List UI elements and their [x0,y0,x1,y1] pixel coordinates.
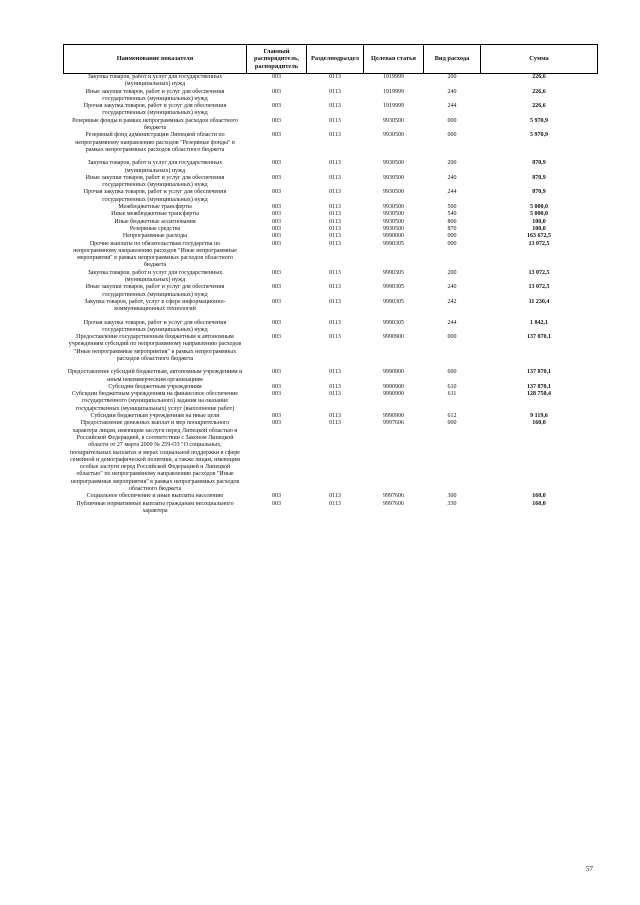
row-manager-code: 003 [272,211,281,218]
row-article-code: 9930500 [383,189,404,196]
row-sum: 137 870,1 [527,334,551,341]
row-article-code: 9930500 [383,225,404,232]
row-manager-code: 003 [272,269,281,276]
row-article-code: 9990305 [383,269,404,276]
table-row [64,233,598,240]
row-manager-code: 003 [272,160,281,167]
row-article-code: 9930500 [383,204,404,211]
row-expense-type: 000 [447,233,457,240]
header-name: Наименование показателя [64,45,247,74]
header-article: Целевая статья [364,45,424,74]
row-article-code: 9930500 [383,218,404,225]
row-section-code: 0113 [329,500,341,507]
row-name: Предоставление субсидий бюджетным, автономным учреждениям и иным некоммерческим организациям [67,369,243,383]
table-row [64,132,598,154]
row-sum: 870,9 [532,160,546,167]
table-row [64,391,598,413]
row-sum: 13 072,5 [528,269,550,276]
row-sum: 9 119,6 [530,413,548,420]
row-name: Прочая закупка товаров, работ и услуг для обеспечения государственных (муниципальных) нужд [83,319,227,333]
row-manager-code: 003 [272,218,281,225]
row-manager-code: 003 [272,189,281,196]
row-name: Публичные нормативные выплаты гражданам несоциального характера [76,500,234,514]
row-section-code: 0113 [329,174,341,181]
table-row [64,413,598,420]
header-sum: Сумма [481,45,598,74]
budget-table [63,44,598,515]
row-sum: 5 000,0 [530,204,548,211]
row-expense-type: 242 [447,298,457,305]
row-section-code: 0113 [329,413,341,420]
row-section-code: 0113 [329,117,341,124]
row-expense-type: 000 [447,334,457,341]
row-section-code: 0113 [329,284,341,291]
row-sum: 5 970,9 [530,132,548,139]
row-sum: 870,9 [532,174,546,181]
row-manager-code: 003 [272,103,281,110]
row-article-code: 9930500 [383,160,404,167]
row-manager-code: 003 [272,132,281,139]
row-sum: 226,6 [532,103,546,110]
row-section-code: 0113 [329,74,341,80]
row-article-code: 9990900 [383,369,404,376]
row-name: Непрограммные расходы [122,233,188,240]
table-row [64,320,598,335]
row-sum: 128 750,4 [527,391,551,398]
row-expense-type: 000 [447,117,457,124]
row-expense-type: 611 [447,391,457,398]
table-row [64,219,598,226]
row-expense-type: 300 [447,493,457,500]
row-sum: 5 970,9 [530,117,548,124]
row-name: Субсидии бюджетным учреждениям [108,383,202,390]
row-name: Закупка товаров, работ и услуг для государственных (муниципальных) нужд [87,269,223,284]
row-name: Предоставление денежных выплат и мер поощрительного характера лицам, имеющим заслуги перед Липецкой областью и Российской Федерацией, в соответствии с Законом Липецкой области от 27 марта 2009 № 259-ОЗ "О социальных, поощрительных выплатах и мерах социальной поддержки в сфере семейной и демографической политики, а также лицам, имеющим особые заслуги перед Российской Федерацией и Липецкой областью" по непрограммному направлению расходов "Иные непрограммные мероприятия" в рамках непрограммных расходов областного бюджета [70,420,240,493]
row-manager-code: 003 [272,117,281,124]
table-body [64,74,598,516]
row-manager-code: 003 [272,240,281,247]
table-row [64,89,598,104]
row-manager-code: 003 [272,391,281,398]
row-name: Иные бюджетные ассигнования [114,218,196,225]
row-sum: 5 000,0 [530,211,548,218]
row-article-code: 9930500 [383,117,404,124]
row-manager-code: 003 [272,284,281,291]
row-name: Межбюджетные трансферты [118,204,192,211]
row-manager-code: 003 [272,204,281,211]
row-sum: 160,0 [532,420,546,427]
row-name: Иные межбюджетные трансферты [111,211,199,218]
row-name: Предоставление государственным бюджетным и автономным учреждениям субсидий по непрограммному направлению расходов "Иные непрограммные мероприятия" в рамках непрограммных расходов областного бюджета [68,334,242,362]
row-manager-code: 003 [272,334,281,341]
table-row [64,160,598,175]
table-row [64,334,598,363]
row-section-code: 0113 [329,334,341,341]
row-manager-code: 003 [272,88,281,95]
row-article-code: 9990900 [383,334,404,341]
row-manager-code: 003 [272,233,281,240]
row-section-code: 0113 [329,160,341,167]
row-sum: 137 870,1 [527,383,551,390]
header-expense-type: Вид расхода [424,45,481,74]
row-sum: 226,6 [532,74,546,80]
row-article-code: 9990000 [383,233,404,240]
table-row [64,211,598,218]
row-section-code: 0113 [329,391,341,398]
row-manager-code: 003 [272,174,281,181]
table-row [64,284,598,299]
row-article-code: 9990305 [383,284,404,291]
row-section-code: 0113 [329,189,341,196]
row-expense-type: 240 [447,284,457,291]
table-row [64,270,598,285]
row-expense-type: 870 [447,225,457,232]
row-expense-type: 200 [447,269,457,276]
row-sum: 1 842,1 [530,319,548,326]
row-section-code: 0113 [329,211,341,218]
row-name: Закупка товаров, работ и услуг для государственных (муниципальных) нужд [87,160,223,174]
row-expense-type: 244 [447,103,457,110]
table-row [64,420,598,493]
row-manager-code: 003 [272,369,281,376]
row-sum: 163 672,5 [527,233,551,240]
row-section-code: 0113 [329,225,341,232]
table-row [64,493,598,500]
row-section-code: 0113 [329,383,341,390]
row-expense-type: 244 [447,319,457,326]
header-manager: Главный распорядитель, распорядитель [247,45,307,74]
table-row [64,189,598,204]
row-name: Социальное обеспечение и иные выплаты населению [86,493,224,500]
row-expense-type: 000 [447,132,457,139]
row-expense-type: 600 [447,369,457,376]
row-sum: 13 072,5 [528,284,550,291]
row-manager-code: 003 [272,500,281,507]
table-row [64,501,598,516]
row-name: Резервный фонд администрации Липецкой области по непрограммному направлению расходов "Резервные фонды" в рамках непрограммных расходов областного бюджета [75,132,235,153]
row-manager-code: 003 [272,74,281,80]
row-sum: 100,0 [532,225,546,232]
row-manager-code: 003 [272,413,281,420]
row-expense-type: 244 [447,189,457,196]
row-article-code: 9930500 [383,174,404,181]
row-sum: 100,0 [532,218,546,225]
row-name: Иные закупки товаров, работ и услуг для обеспечения государственных (муниципальных) нужд [85,284,225,298]
row-article-code: 9997606 [383,500,404,507]
row-manager-code: 003 [272,383,281,390]
row-expense-type: 612 [447,413,457,420]
row-article-code: 9990305 [383,240,404,247]
page-number: 57 [586,865,593,873]
row-article-code: 1919999 [383,103,404,110]
row-name: Закупка товаров, работ, услуг в сфере информационно-коммуникационных технологий [84,298,226,313]
row-expense-type: 000 [447,420,457,427]
row-sum: 137 870,1 [527,369,551,376]
row-manager-code: 003 [272,319,281,326]
table-row [64,175,598,190]
table-row [64,118,598,133]
row-expense-type: 540 [447,211,457,218]
row-name: Субсидии бюджетным учреждениям на иные цели [90,413,220,420]
row-expense-type: 240 [447,88,457,95]
row-sum: 160,0 [532,500,546,507]
row-article-code: 9990900 [383,413,404,420]
row-expense-type: 000 [447,240,457,247]
row-sum: 160,0 [532,493,546,500]
row-article-code: 9990900 [383,391,404,398]
row-section-code: 0113 [329,369,341,376]
row-section-code: 0113 [329,298,341,305]
row-section-code: 0113 [329,493,341,500]
row-sum: 870,9 [532,189,546,196]
row-manager-code: 003 [272,298,281,305]
row-manager-code: 003 [272,420,281,427]
row-section-code: 0113 [329,233,341,240]
row-article-code: 1919999 [383,74,404,80]
row-section-code: 0113 [329,269,341,276]
row-expense-type: 200 [447,160,457,167]
row-expense-type: 800 [447,218,457,225]
row-article-code: 9990900 [383,383,404,390]
row-section-code: 0113 [329,132,341,139]
row-section-code: 0113 [329,88,341,95]
row-name: Прочая закупка товаров, работ и услуг для обеспечения государственных (муниципальных) нужд [83,103,227,117]
row-section-code: 0113 [329,218,341,225]
row-sum: 13 072,5 [528,240,550,247]
table-row [64,299,598,314]
row-manager-code: 003 [272,493,281,500]
table-row [64,103,598,118]
row-expense-type: 610 [447,383,457,390]
header-section: Разделподраздел [307,45,364,74]
row-expense-type: 240 [447,174,457,181]
table-row [64,369,598,384]
row-article-code: 9997606 [383,493,404,500]
row-section-code: 0113 [329,240,341,247]
row-expense-type: 200 [447,74,457,80]
row-section-code: 0113 [329,420,341,427]
row-article-code: 9997606 [383,420,404,427]
row-name: Субсидии бюджетным учреждениям на финансовое обеспечение государственного (муниципального) задания на оказание государственных (муниципальных) услуг (выполнение работ) [71,391,239,412]
row-article-code: 9930500 [383,211,404,218]
row-sum: 226,6 [532,88,546,95]
row-article-code: 9930500 [383,132,404,139]
row-name: Закупка товаров, работ и услуг для государственных (муниципальных) нужд [87,74,223,88]
row-expense-type: 500 [447,204,457,211]
row-article-code: 1919999 [383,88,404,95]
row-section-code: 0113 [329,103,341,110]
table-row [64,226,598,233]
table-row [64,241,598,270]
table-row [64,74,598,89]
table-header-row [64,45,598,74]
row-manager-code: 003 [272,225,281,232]
row-name: Резервные фонды в рамках непрограммных расходов областного бюджета [72,117,238,132]
row-expense-type: 330 [447,500,457,507]
row-section-code: 0113 [329,319,341,326]
row-name: Прочие выплаты по обязательствам государства по непрограммному направлению расходов "Иные непрограммные мероприятия" в рамках непрограммных расходов областного бюджета [73,240,237,269]
row-article-code: 9990305 [383,298,404,305]
row-name: Иные закупки товаров, работ и услуг для обеспечения государственных (муниципальных) нужд [85,88,225,102]
row-section-code: 0113 [329,204,341,211]
row-name: Резервные средства [129,225,181,232]
row-article-code: 9990305 [383,319,404,326]
row-name: Прочая закупка товаров, работ и услуг для обеспечения государственных (муниципальных) нужд [83,189,227,203]
row-name: Иные закупки товаров, работ и услуг для обеспечения государственных (муниципальных) нужд [85,174,225,189]
row-sum: 11 230,4 [528,298,550,305]
